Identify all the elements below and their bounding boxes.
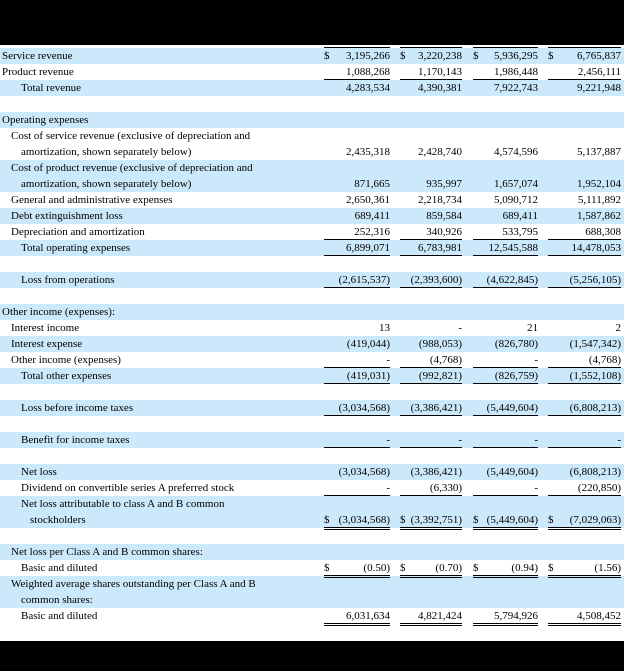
- cell-value: 4,574,596: [494, 146, 538, 158]
- row-cells: [324, 64, 624, 80]
- row-cells: [324, 192, 624, 208]
- cell-value: -: [617, 434, 621, 446]
- cell-value: -: [386, 434, 390, 446]
- row-cells: [324, 208, 624, 224]
- cell-value: 688,308: [585, 226, 621, 238]
- table-row: [0, 128, 624, 144]
- row-label: [0, 416, 324, 432]
- row-cells: [324, 48, 624, 64]
- value-cell: [400, 352, 462, 368]
- cell-value: 2,435,318: [346, 146, 390, 158]
- value-cell: [400, 368, 462, 384]
- cell-value: 5,137,887: [577, 146, 621, 158]
- value-cell: [400, 512, 462, 528]
- value-cell: [548, 176, 621, 192]
- row-label: amortization, shown separately below): [21, 178, 192, 190]
- cell-value: 21: [527, 322, 538, 334]
- row-label: Benefit for income taxes: [21, 434, 130, 446]
- value-cell: [473, 48, 538, 64]
- row-label: Loss from operations: [21, 274, 115, 286]
- dollar-sign: $: [548, 50, 554, 62]
- cell-value: -: [386, 482, 390, 494]
- value-cell: [324, 464, 390, 480]
- dollar-sign: $: [324, 562, 330, 574]
- cell-value: (3,386,421): [410, 466, 462, 478]
- table-row: [0, 288, 624, 304]
- cell-value: 340,926: [426, 226, 462, 238]
- cell-value: 252,316: [354, 226, 390, 238]
- value-cell: [473, 192, 538, 208]
- cell-value: (0.70): [435, 562, 462, 574]
- cell-value: (1,547,342): [569, 338, 621, 350]
- dollar-sign: $: [324, 50, 330, 62]
- value-cell: [473, 464, 538, 480]
- row-cells: [324, 560, 624, 576]
- cell-value: 1,088,268: [346, 66, 390, 78]
- cell-value: (3,034,568): [338, 514, 390, 526]
- value-cell: [324, 560, 390, 576]
- cell-value: (2,393,600): [410, 274, 462, 286]
- value-cell: [548, 48, 621, 64]
- table-row: [0, 112, 624, 128]
- cell-value: (826,759): [494, 370, 538, 382]
- dollar-sign: $: [400, 50, 406, 62]
- cell-value: 2,456,111: [577, 66, 621, 78]
- row-label: Total other expenses: [21, 370, 112, 382]
- cell-value: (2,615,537): [338, 274, 390, 286]
- row-label: Interest expense: [11, 338, 83, 350]
- cell-value: 13: [379, 322, 390, 334]
- table-row: [0, 432, 624, 448]
- value-cell: [324, 64, 390, 80]
- value-cell: [473, 272, 538, 288]
- table-row: [0, 144, 624, 160]
- table-row: [0, 544, 624, 560]
- value-cell: [548, 608, 621, 624]
- table-row: [0, 528, 624, 544]
- bottom-letterbox: [0, 641, 624, 671]
- cell-value: (7,029,063): [569, 514, 621, 526]
- row-label: Other income (expenses): [11, 354, 121, 366]
- row-cells: [324, 608, 624, 624]
- cell-value: -: [534, 354, 538, 366]
- row-label: Cost of service revenue (exclusive of depreciation and: [11, 130, 251, 142]
- cell-value: 689,411: [354, 210, 390, 222]
- row-label: Net loss per Class A and B common shares:: [11, 546, 203, 558]
- table-row: [0, 592, 624, 608]
- value-cell: [548, 240, 621, 256]
- table-row: [0, 192, 624, 208]
- cell-value: 4,508,452: [577, 610, 621, 622]
- table-row: [0, 416, 624, 432]
- value-cell: [324, 432, 390, 448]
- value-cell: [548, 320, 621, 336]
- value-cell: [324, 224, 390, 240]
- row-cells: [324, 144, 624, 160]
- row-label: Debt extinguishment loss: [11, 210, 123, 222]
- row-cells: [324, 320, 624, 336]
- value-cell: [324, 400, 390, 416]
- table-row: [0, 352, 624, 368]
- value-cell: [473, 240, 538, 256]
- cell-value: (220,850): [577, 482, 621, 494]
- cell-value: (0.50): [363, 562, 390, 574]
- cell-value: 2,218,734: [418, 194, 462, 206]
- row-label: Basic and diluted: [21, 610, 98, 622]
- value-cell: [400, 336, 462, 352]
- value-cell: [324, 144, 390, 160]
- cell-value: -: [458, 322, 462, 334]
- value-cell: [548, 272, 621, 288]
- value-cell: [400, 320, 462, 336]
- cell-value: 14,478,053: [571, 242, 621, 254]
- cell-value: 4,821,424: [418, 610, 462, 622]
- row-cells: [324, 176, 624, 192]
- row-label: Total revenue: [21, 82, 82, 94]
- value-cell: [400, 144, 462, 160]
- cell-value: 6,765,837: [577, 50, 621, 62]
- cell-value: (3,034,568): [338, 466, 390, 478]
- row-label: stockholders: [30, 514, 86, 526]
- value-cell: [473, 80, 538, 96]
- value-cell: [548, 432, 621, 448]
- value-cell: [324, 80, 390, 96]
- value-cell: [473, 336, 538, 352]
- row-label: Interest income: [11, 322, 80, 334]
- bottom-margin: [0, 624, 624, 641]
- cell-value: 6,783,981: [418, 242, 462, 254]
- cell-value: (1.56): [594, 562, 621, 574]
- row-label: Weighted average shares outstanding per Class A and B: [11, 578, 256, 590]
- value-cell: [400, 192, 462, 208]
- table-row: [0, 320, 624, 336]
- top-letterbox: [0, 0, 624, 45]
- value-cell: [473, 176, 538, 192]
- row-label: Dividend on convertible series A preferred stock: [21, 482, 235, 494]
- cell-value: (4,768): [588, 354, 621, 366]
- row-label: [0, 288, 324, 304]
- cell-value: (4,768): [429, 354, 462, 366]
- value-cell: [400, 272, 462, 288]
- value-cell: [548, 208, 621, 224]
- cell-value: 6,899,071: [346, 242, 390, 254]
- value-cell: [473, 400, 538, 416]
- row-cells: [324, 464, 624, 480]
- value-cell: [324, 240, 390, 256]
- row-label: [0, 96, 324, 112]
- table-row: [0, 48, 624, 64]
- value-cell: [400, 208, 462, 224]
- row-cells: [324, 368, 624, 384]
- cell-value: 4,283,534: [346, 82, 390, 94]
- row-label: Other income (expenses):: [2, 306, 116, 318]
- value-cell: [324, 320, 390, 336]
- value-cell: [400, 608, 462, 624]
- cell-value: (5,449,604): [486, 466, 538, 478]
- row-cells: [324, 480, 624, 496]
- value-cell: [400, 560, 462, 576]
- cell-value: 12,545,588: [488, 242, 538, 254]
- cell-value: -: [458, 434, 462, 446]
- table-row: [0, 464, 624, 480]
- cell-value: 533,795: [502, 226, 538, 238]
- cell-value: (826,780): [494, 338, 538, 350]
- value-cell: [548, 480, 621, 496]
- value-cell: [473, 352, 538, 368]
- value-cell: [400, 400, 462, 416]
- row-cells: [324, 336, 624, 352]
- value-cell: [400, 64, 462, 80]
- row-cells: [324, 80, 624, 96]
- value-cell: [473, 480, 538, 496]
- value-cell: [548, 464, 621, 480]
- cell-value: 935,997: [426, 178, 462, 190]
- table-row: [0, 80, 624, 96]
- row-cells: [324, 400, 624, 416]
- cell-value: (3,034,568): [338, 402, 390, 414]
- table-row: [0, 400, 624, 416]
- value-cell: [400, 224, 462, 240]
- value-cell: [548, 400, 621, 416]
- table-row: [0, 96, 624, 112]
- dollar-sign: $: [473, 514, 479, 526]
- table-row: [0, 240, 624, 256]
- cell-value: 2: [615, 322, 621, 334]
- value-cell: [324, 608, 390, 624]
- cell-value: 689,411: [502, 210, 538, 222]
- table-row: [0, 496, 624, 512]
- row-label: [0, 528, 324, 544]
- value-cell: [473, 224, 538, 240]
- cell-value: -: [534, 482, 538, 494]
- row-label: amortization, shown separately below): [21, 146, 192, 158]
- cell-value: (6,808,213): [569, 466, 621, 478]
- cell-value: 5,794,926: [494, 610, 538, 622]
- value-cell: [548, 336, 621, 352]
- row-cells: [324, 240, 624, 256]
- table-row: [0, 384, 624, 400]
- value-cell: [548, 224, 621, 240]
- table-row: [0, 64, 624, 80]
- cell-value: 1,657,074: [494, 178, 538, 190]
- row-label: Cost of product revenue (exclusive of depreciation and: [11, 162, 253, 174]
- value-cell: [400, 48, 462, 64]
- cell-value: (6,808,213): [569, 402, 621, 414]
- cell-value: (988,053): [418, 338, 462, 350]
- dollar-sign: $: [473, 562, 479, 574]
- table-row: [0, 336, 624, 352]
- row-label: General and administrative expenses: [11, 194, 173, 206]
- value-cell: [473, 320, 538, 336]
- row-label: Loss before income taxes: [21, 402, 134, 414]
- value-cell: [473, 368, 538, 384]
- value-cell: [400, 432, 462, 448]
- table-row: [0, 480, 624, 496]
- table-row: [0, 176, 624, 192]
- dollar-sign: $: [473, 50, 479, 62]
- table-row: [0, 224, 624, 240]
- row-label: Depreciation and amortization: [11, 226, 145, 238]
- cell-value: 2,650,361: [346, 194, 390, 206]
- cell-value: 3,195,266: [346, 50, 390, 62]
- row-cells: [324, 352, 624, 368]
- value-cell: [473, 512, 538, 528]
- row-cells: [324, 512, 624, 528]
- table-row: [0, 576, 624, 592]
- row-label: Product revenue: [2, 66, 74, 78]
- cell-value: 1,986,448: [494, 66, 538, 78]
- value-cell: [548, 512, 621, 528]
- cell-value: (419,031): [346, 370, 390, 382]
- dollar-sign: $: [548, 562, 554, 574]
- row-cells: [324, 224, 624, 240]
- table-row: [0, 208, 624, 224]
- table-row: [0, 608, 624, 624]
- row-label: Total operating expenses: [21, 242, 131, 254]
- cell-value: 5,111,892: [577, 194, 621, 206]
- row-label: Basic and diluted: [21, 562, 98, 574]
- cell-value: 1,170,143: [418, 66, 462, 78]
- cell-value: 4,390,381: [418, 82, 462, 94]
- cell-value: 7,922,743: [494, 82, 538, 94]
- cell-value: (3,386,421): [410, 402, 462, 414]
- value-cell: [324, 368, 390, 384]
- value-cell: [324, 352, 390, 368]
- value-cell: [548, 368, 621, 384]
- value-cell: [473, 144, 538, 160]
- value-cell: [324, 192, 390, 208]
- value-cell: [548, 192, 621, 208]
- cell-value: (5,449,604): [486, 514, 538, 526]
- table-row: [0, 256, 624, 272]
- row-label: Service revenue: [2, 50, 73, 62]
- value-cell: [473, 608, 538, 624]
- cell-value: 5,090,712: [494, 194, 538, 206]
- cell-value: 871,665: [354, 178, 390, 190]
- cell-value: (5,449,604): [486, 402, 538, 414]
- value-cell: [400, 176, 462, 192]
- value-cell: [548, 144, 621, 160]
- cell-value: 5,936,295: [494, 50, 538, 62]
- value-cell: [324, 480, 390, 496]
- value-cell: [324, 48, 390, 64]
- table-row: [0, 448, 624, 464]
- dollar-sign: $: [400, 562, 406, 574]
- row-label: Net loss attributable to class A and B common: [21, 498, 225, 510]
- value-cell: [324, 512, 390, 528]
- statement-table: [0, 45, 624, 624]
- value-cell: [473, 432, 538, 448]
- cell-value: (1,552,108): [569, 370, 621, 382]
- cell-value: 1,587,862: [577, 210, 621, 222]
- cell-value: (4,622,845): [486, 274, 538, 286]
- table-row: [0, 160, 624, 176]
- cell-value: 9,221,948: [577, 82, 621, 94]
- table-row: [0, 512, 624, 528]
- cell-value: (419,044): [346, 338, 390, 350]
- row-cells: [324, 272, 624, 288]
- cell-value: (992,821): [418, 370, 462, 382]
- value-cell: [324, 208, 390, 224]
- row-label: common shares:: [21, 594, 93, 606]
- row-label: Net loss: [21, 466, 57, 478]
- dollar-sign: $: [324, 514, 330, 526]
- cell-value: 3,220,238: [418, 50, 462, 62]
- cell-value: 2,428,740: [418, 146, 462, 158]
- value-cell: [548, 80, 621, 96]
- value-cell: [548, 64, 621, 80]
- value-cell: [400, 480, 462, 496]
- value-cell: [324, 336, 390, 352]
- row-label: [0, 384, 324, 400]
- value-cell: [548, 560, 621, 576]
- table-row: [0, 272, 624, 288]
- cell-value: 6,031,634: [346, 610, 390, 622]
- row-label: [0, 448, 324, 464]
- cell-value: -: [386, 354, 390, 366]
- row-label: [0, 256, 324, 272]
- value-cell: [400, 464, 462, 480]
- cell-value: -: [534, 434, 538, 446]
- value-cell: [324, 176, 390, 192]
- value-cell: [400, 240, 462, 256]
- row-label: Operating expenses: [2, 114, 89, 126]
- table-row: [0, 560, 624, 576]
- value-cell: [400, 80, 462, 96]
- cell-value: 1,952,104: [577, 178, 621, 190]
- row-cells: [324, 432, 624, 448]
- cell-value: (3,392,751): [410, 514, 462, 526]
- table-row: [0, 304, 624, 320]
- value-cell: [473, 560, 538, 576]
- value-cell: [324, 272, 390, 288]
- cell-value: (6,330): [429, 482, 462, 494]
- dollar-sign: $: [400, 514, 406, 526]
- cell-value: (5,256,105): [569, 274, 621, 286]
- value-cell: [548, 352, 621, 368]
- cell-value: (0.94): [511, 562, 538, 574]
- table-row: [0, 368, 624, 384]
- dollar-sign: $: [548, 514, 554, 526]
- cell-value: 859,584: [426, 210, 462, 222]
- value-cell: [473, 64, 538, 80]
- value-cell: [473, 208, 538, 224]
